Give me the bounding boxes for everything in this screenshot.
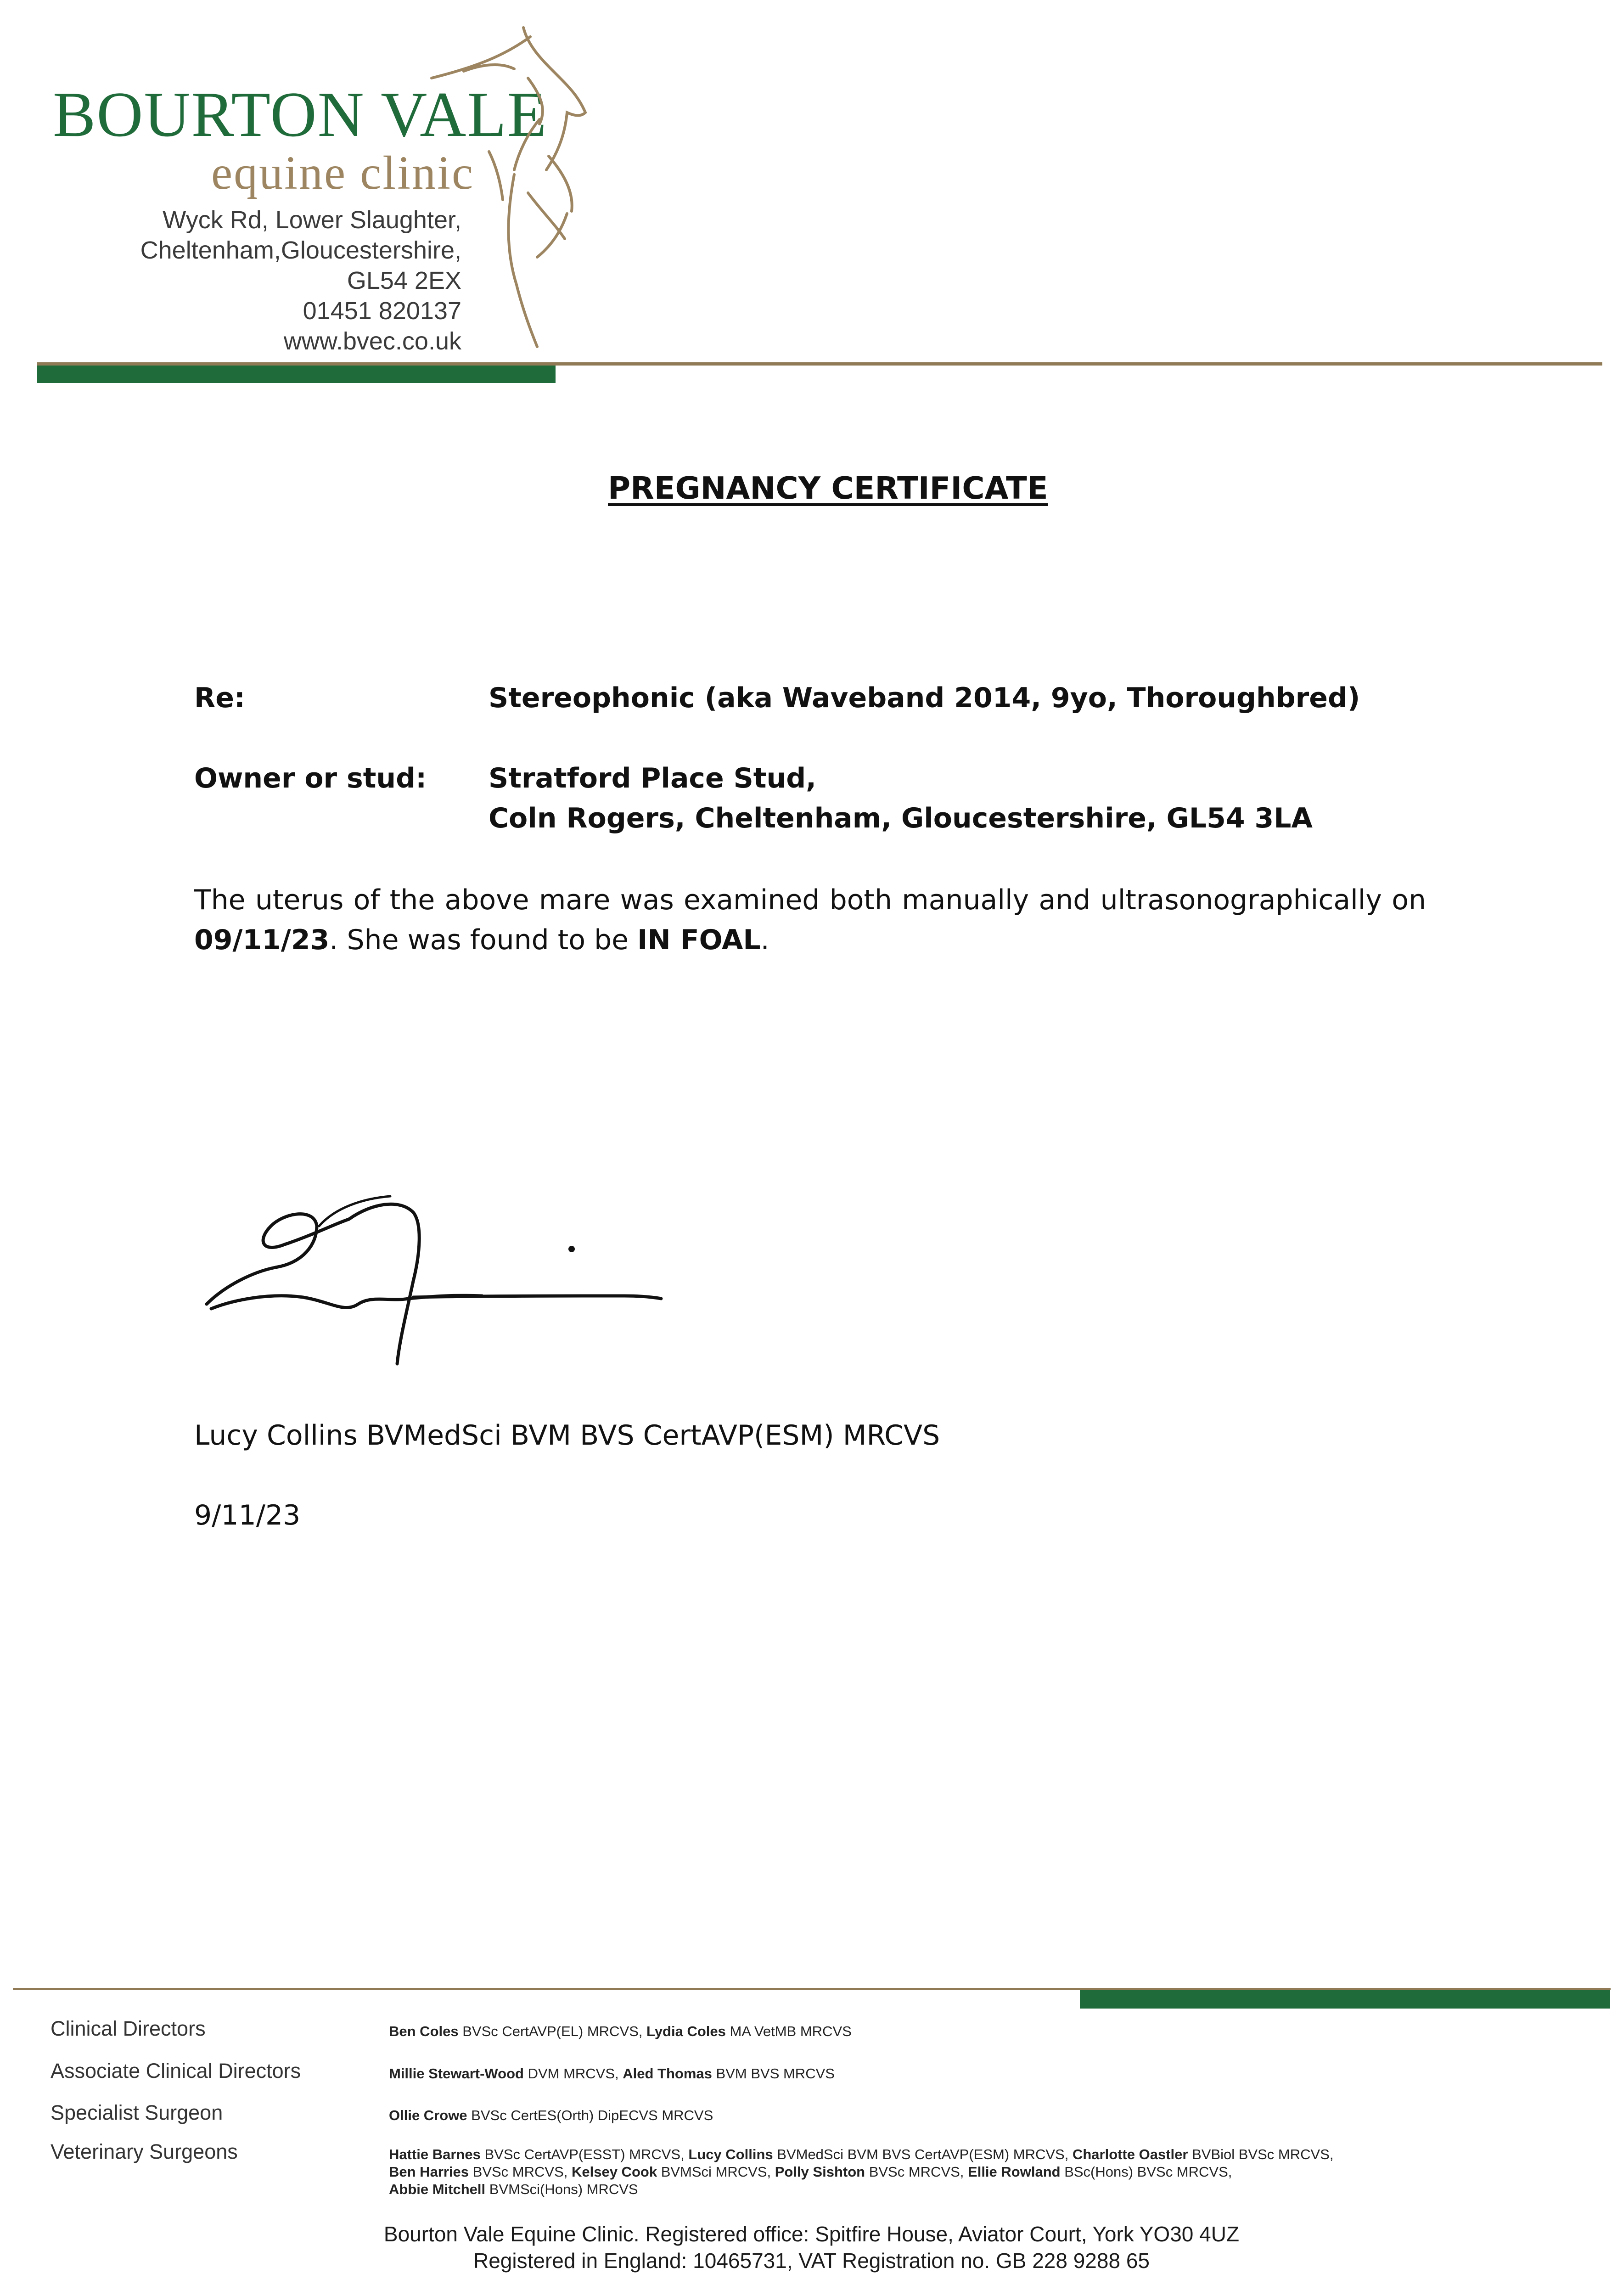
person-quals: BVBiol BVSc MRCVS, <box>1192 2146 1334 2162</box>
person-quals: BVMedSci BVM BVS CertAVP(ESM) MRCVS, <box>777 2146 1073 2162</box>
footer-green-bar <box>1080 1990 1610 2009</box>
person-name: Charlotte Oastler <box>1072 2146 1188 2162</box>
address-line-1: Wyck Rd, Lower Slaughter, <box>163 206 461 234</box>
person-quals: BVSc MRCVS, <box>472 2163 572 2180</box>
company-registration: Registered in England: 10465731, VAT Registration no. GB 228 9288 65 <box>473 2249 1150 2273</box>
registered-office: Bourton Vale Equine Clinic. Registered office: Spitfire House, Aviator Court, York YO30 4UZ <box>383 2222 1240 2246</box>
person-name: Ben Harries <box>389 2163 469 2180</box>
phone-number: 01451 820137 <box>303 297 461 325</box>
person-name: Millie Stewart-Wood <box>389 2065 524 2082</box>
person-name: Kelsey Cook <box>571 2163 657 2180</box>
role-veterinary-surgeons: Veterinary Surgeons <box>51 2140 238 2163</box>
person-name: Hattie Barnes <box>389 2146 481 2162</box>
address-postcode: GL54 2EX <box>347 267 461 294</box>
person-quals: BVSc MRCVS, <box>869 2163 968 2180</box>
exam-result: IN FOAL <box>637 924 761 956</box>
person-name: Ollie Crowe <box>389 2107 467 2123</box>
logo-clinic-subtitle: equine clinic <box>211 146 475 199</box>
re-value: Stereophonic (aka Waveband 2014, 9yo, Thoroughbred) <box>489 682 1360 714</box>
vets-line-3 <box>389 2181 1333 2198</box>
vets-line-1 <box>389 2146 1333 2163</box>
person-quals: BSc(Hons) BVSc MRCVS, <box>1064 2163 1232 2180</box>
exam-date: 09/11/23 <box>194 924 330 956</box>
re-label: Re: <box>194 682 245 714</box>
exam-text-line-2 <box>194 926 769 954</box>
person-quals: BVSc CertES(Orth) DipECVS MRCVS <box>471 2107 713 2123</box>
specialist-surgeon-names <box>389 2107 713 2124</box>
clinical-directors-names <box>389 2023 852 2040</box>
person-quals: BVSc CertAVP(EL) MRCVS, <box>462 2023 647 2039</box>
vets-line-2 <box>389 2163 1333 2181</box>
person-quals: BVM BVS MRCVS <box>716 2065 835 2082</box>
veterinary-surgeons-names <box>389 2146 1333 2198</box>
role-specialist-surgeon: Specialist Surgeon <box>51 2101 223 2124</box>
owner-line-1: Stratford Place Stud, <box>489 762 816 794</box>
person-name: Lucy Collins <box>688 2146 773 2162</box>
exam-text-end: . <box>760 924 769 956</box>
person-quals: BVMSci MRCVS, <box>661 2163 775 2180</box>
person-name: Ellie Rowland <box>968 2163 1061 2180</box>
role-associate-clinical-directors: Associate Clinical Directors <box>51 2059 301 2082</box>
person-name: Ben Coles <box>389 2023 459 2039</box>
address-line-2: Cheltenham,Gloucestershire, <box>140 236 461 264</box>
person-quals: MA VetMB MRCVS <box>730 2023 852 2039</box>
person-name: Abbie Mitchell <box>389 2181 486 2197</box>
exam-text-line-1: The uterus of the above mare was examined both manually and ultrasonographically on <box>194 884 1426 916</box>
signature-date: 9/11/23 <box>194 1499 301 1531</box>
signature-image <box>197 1176 739 1368</box>
person-name: Polly Sishton <box>775 2163 865 2180</box>
logo-clinic-name: BOURTON VALE <box>53 79 548 150</box>
page-title: PREGNANCY CERTIFICATE <box>608 470 1048 506</box>
person-quals: BVMSci(Hons) MRCVS <box>489 2181 638 2197</box>
role-clinical-directors: Clinical Directors <box>51 2017 206 2040</box>
header-gold-rule <box>37 362 1602 366</box>
owner-line-2: Coln Rogers, Cheltenham, Gloucestershire, GL54 3LA <box>489 802 1313 834</box>
header-green-bar <box>37 366 556 383</box>
signatory-name: Lucy Collins BVMedSci BVM BVS CertAVP(ESM) MRCVS <box>194 1419 940 1452</box>
person-name: Aled Thomas <box>623 2065 712 2082</box>
person-name: Lydia Coles <box>646 2023 726 2039</box>
person-quals: BVSc CertAVP(ESST) MRCVS, <box>484 2146 689 2162</box>
person-quals: DVM MRCVS, <box>528 2065 623 2082</box>
website-link[interactable]: www.bvec.co.uk <box>283 327 461 355</box>
owner-label: Owner or stud: <box>194 762 427 794</box>
exam-text-mid: . She was found to be <box>329 924 638 956</box>
associate-directors-names <box>389 2065 835 2082</box>
